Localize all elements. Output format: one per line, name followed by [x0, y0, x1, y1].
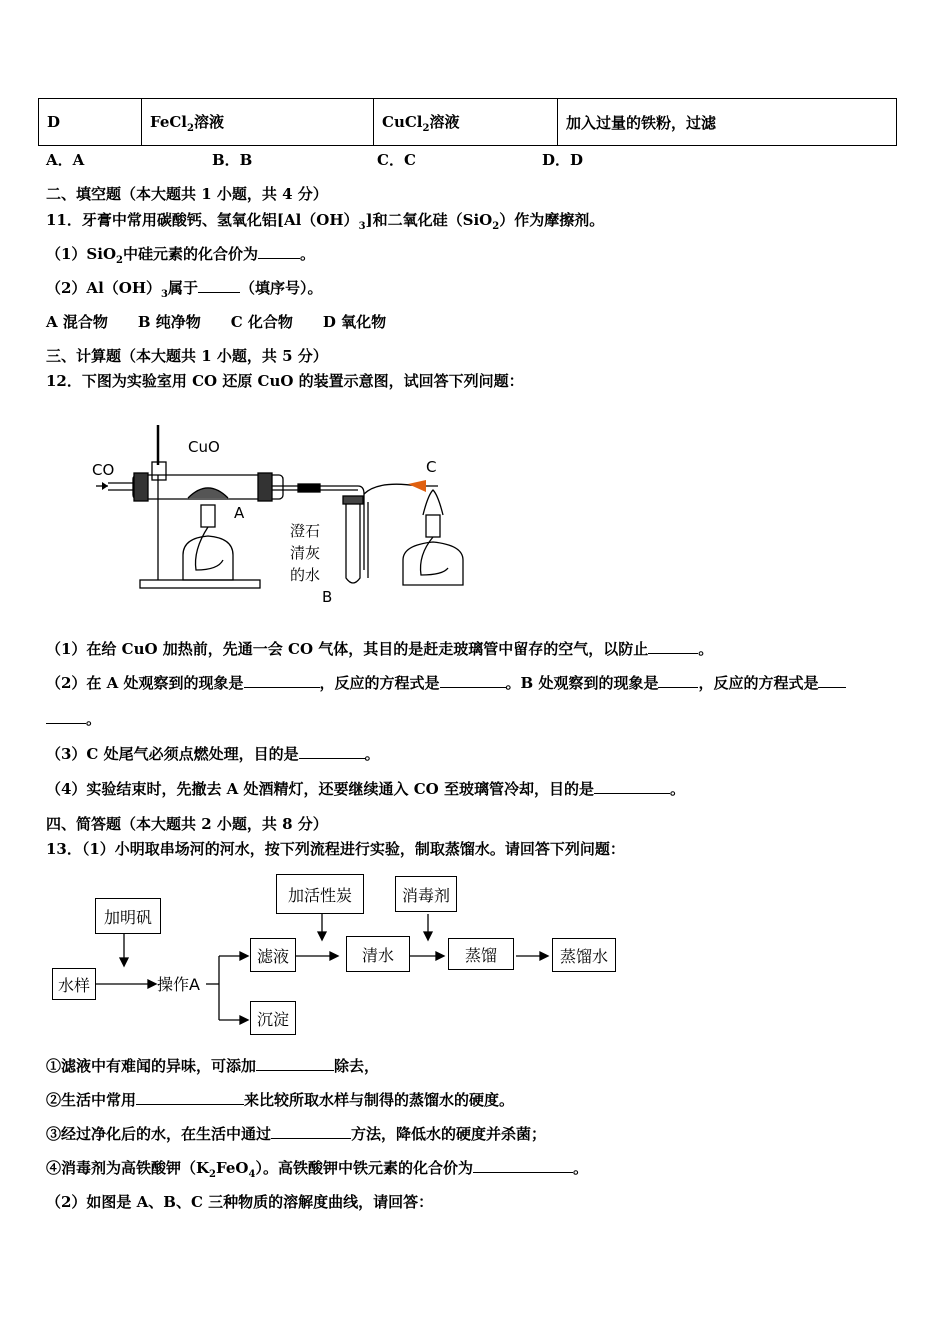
q11-part2	[46, 278, 323, 305]
label-limewater-2: 清灰	[290, 544, 321, 562]
answer-blank[interactable]	[594, 779, 670, 794]
alcohol-lamp-a	[183, 536, 233, 580]
text: 。	[86, 710, 102, 728]
cell-text: 溶液	[429, 112, 460, 131]
q11-options: A 混合物 B 纯净物 C 化合物 D 氧化物	[46, 313, 387, 331]
label-a: A	[234, 504, 245, 522]
text: FeO	[216, 1159, 249, 1177]
table-row	[39, 99, 897, 146]
option-table	[38, 98, 897, 146]
text: ）作为摩擦剂。	[499, 211, 605, 229]
q13-item1	[46, 1056, 379, 1076]
answer-blank[interactable]	[658, 673, 698, 688]
text: （填序号）。	[240, 279, 323, 297]
text: 中硅元素的化合价为	[123, 245, 259, 263]
q12-part2-cont	[46, 709, 101, 729]
cell-text: D	[47, 113, 61, 131]
cell-text: CuCl	[382, 112, 423, 131]
text: 属于	[167, 279, 198, 297]
flame-c	[423, 490, 443, 515]
q12-part2	[46, 673, 846, 693]
subscript: 2	[116, 255, 124, 266]
text: （2）Al（OH）	[46, 279, 162, 297]
table-cell-label	[39, 99, 142, 146]
burning-gas-flame	[408, 480, 426, 492]
answer-blank[interactable]	[299, 744, 365, 759]
answer-blank[interactable]	[648, 639, 698, 654]
cuo-heap	[188, 488, 228, 498]
rubber-connector	[298, 484, 320, 492]
answer-blank[interactable]	[258, 244, 300, 259]
label-b: B	[322, 588, 333, 606]
label-limewater-3: 的水	[290, 566, 321, 584]
left-stopper	[134, 473, 148, 501]
label-co: CO	[92, 461, 115, 479]
text: （2）在 A 处观察到的现象是	[46, 674, 244, 692]
answer-blank[interactable]	[271, 1124, 351, 1139]
text: 。	[300, 245, 316, 263]
q12-part3	[46, 744, 380, 764]
cell-text: FeCl	[150, 112, 188, 131]
test-tube-stopper	[343, 496, 363, 504]
answer-blank[interactable]	[440, 673, 506, 688]
text: ，反应的方程式是	[319, 674, 440, 692]
text: 。B 处观察到的现象是	[505, 674, 659, 692]
flow-label-operation: 操作A	[157, 975, 200, 994]
cell-text: 加入过量的铁粉，过滤	[566, 113, 717, 132]
text: （4）实验结束时，先撤去 A 处酒精灯，还要继续通入 CO 至玻璃管冷却，目的是	[46, 780, 594, 798]
text: 11．牙膏中常用碳酸钙、氢氧化铝[Al（OH）	[46, 211, 359, 229]
flow-box-sample: 水样	[52, 968, 96, 1000]
q12-stem: 12．下图为实验室用 CO 还原 CuO 的装置示意图，试回答下列问题：	[46, 372, 524, 390]
flow-box-distilled-water: 蒸馏水	[552, 938, 616, 972]
table-cell-method	[558, 99, 897, 146]
answer-blank[interactable]	[256, 1056, 334, 1071]
text: 。	[698, 640, 714, 658]
exhaust-pipe	[364, 484, 438, 494]
answer-blank[interactable]	[818, 673, 846, 688]
flow-box-activated-carbon: 加活性炭	[276, 874, 364, 914]
alcohol-lamp-c	[403, 542, 463, 585]
subscript: 3	[161, 289, 168, 300]
answer-blank[interactable]	[198, 278, 240, 293]
q11-part1	[46, 244, 315, 271]
choice-c[interactable]: C．C	[377, 151, 416, 169]
answer-blank[interactable]	[244, 673, 320, 688]
text: 。	[572, 1159, 588, 1177]
flow-box-clear-water: 清水	[346, 936, 410, 972]
q11-stem	[46, 210, 604, 237]
text: ③经过净化后的水，在生活中通过	[46, 1125, 272, 1143]
text: 。	[364, 745, 380, 763]
test-tube-b	[346, 502, 360, 583]
text: ]和二氧化硅（SiO	[365, 211, 493, 229]
text: （1）在给 CuO 加热前，先通一会 CO 气体，其目的是赶走玻璃管中留存的空气，以防止	[46, 640, 649, 658]
lamp-c-wick-holder	[426, 515, 440, 537]
text: 方法，降低水的硬度并杀菌；	[351, 1125, 547, 1143]
lamp-wick	[196, 527, 224, 570]
choice-d[interactable]: D．D	[542, 151, 584, 169]
q13-item2	[46, 1090, 514, 1110]
right-stopper	[258, 473, 272, 501]
co-arrowhead	[102, 482, 108, 490]
q13-item4	[46, 1158, 588, 1185]
choice-a[interactable]: A．A	[46, 151, 85, 169]
section-heading-calc: 三、计算题（本大题共 1 小题，共 5 分）	[46, 347, 328, 365]
co-reduction-apparatus-figure	[88, 420, 488, 610]
text: 。	[669, 780, 685, 798]
label-c: C	[426, 458, 437, 476]
subscript: 2	[187, 122, 194, 134]
subscript: 3	[358, 221, 366, 232]
text: 来比较所取水样与制得的蒸馏水的硬度。	[244, 1091, 515, 1109]
q13-stem: 13．（1）小明取串场河的河水，按下列流程进行实验，制取蒸馏水。请回答下列问题：	[46, 840, 625, 858]
text: （3）C 处尾气必须点燃处理，目的是	[46, 745, 299, 763]
answer-blank[interactable]	[136, 1090, 244, 1105]
q13-part2: （2）如图是 A、B、C 三种物质的溶解度曲线，请回答：	[46, 1193, 434, 1211]
text: （1）SiO	[46, 245, 117, 263]
q13-item3	[46, 1124, 546, 1144]
flow-box-distill: 蒸馏	[448, 938, 514, 970]
label-limewater-1: 澄石	[290, 522, 321, 540]
text: ，反应的方程式是	[698, 674, 819, 692]
flow-box-alum: 加明矾	[95, 898, 161, 934]
q12-part4	[46, 779, 685, 799]
flow-box-filtrate: 滤液	[250, 938, 296, 972]
text: ）。高铁酸钾中铁元素的化合价为	[255, 1159, 473, 1177]
flow-box-precipitate: 沉淀	[250, 1001, 296, 1035]
subscript: 2	[209, 1169, 217, 1180]
q12-part1	[46, 639, 713, 659]
lamp-wick-holder	[201, 505, 215, 527]
stand-base	[140, 580, 260, 588]
table-cell-impurity	[374, 99, 558, 146]
subscript: 4	[248, 1169, 256, 1180]
subscript: 2	[422, 122, 430, 134]
label-cuo: CuO	[188, 438, 220, 456]
flow-box-disinfectant: 消毒剂	[395, 876, 457, 912]
text: ①滤液中有难闻的异味，可添加	[46, 1057, 257, 1075]
answer-blank[interactable]	[473, 1158, 573, 1173]
cell-text: 溶液	[193, 112, 224, 131]
table-cell-substance	[142, 99, 374, 146]
section-heading-short: 四、简答题（本大题共 2 小题，共 8 分）	[46, 815, 328, 833]
text: ④消毒剂为高铁酸钾（K	[46, 1159, 210, 1177]
answer-blank[interactable]	[46, 709, 86, 724]
section-heading-fill: 二、填空题（本大题共 1 小题，共 4 分）	[46, 185, 328, 203]
choice-b[interactable]: B．B	[212, 151, 253, 169]
text: ②生活中常用	[46, 1091, 137, 1109]
subscript: 2	[492, 221, 500, 232]
text: 除去，	[334, 1057, 380, 1075]
